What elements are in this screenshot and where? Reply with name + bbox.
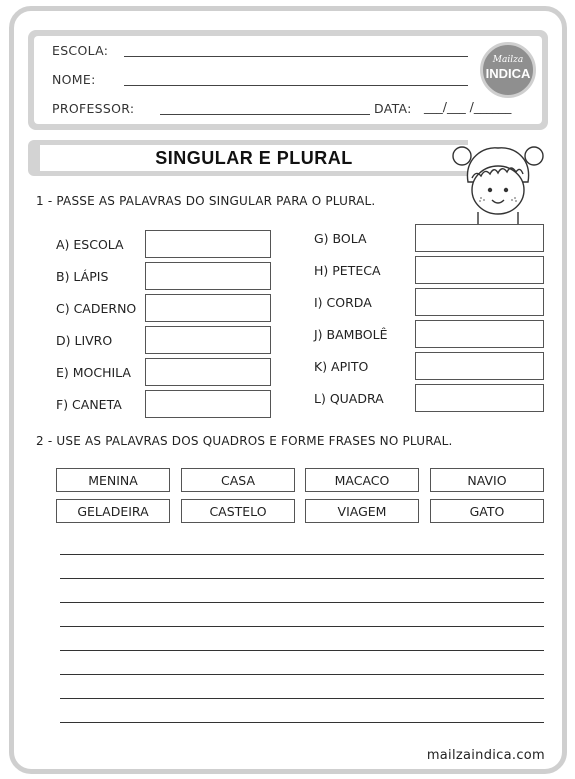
- name-field[interactable]: [124, 85, 468, 86]
- q1-word-g: G) BOLA: [314, 231, 367, 246]
- word-chip-gato: GATO: [430, 499, 544, 523]
- page-title: SINGULAR E PLURAL: [40, 145, 468, 171]
- writing-line[interactable]: [60, 698, 544, 699]
- word-chip-menina: MENINA: [56, 468, 170, 492]
- teacher-label: PROFESSOR:: [52, 101, 135, 116]
- q1-word-e: E) MOCHILA: [56, 365, 131, 380]
- girl-illustration-icon: [448, 140, 548, 225]
- name-label: NOME:: [52, 72, 96, 87]
- q1-word-c: C) CADERNO: [56, 301, 137, 316]
- site-url: mailzaindica.com: [426, 748, 545, 763]
- writing-line[interactable]: [60, 554, 544, 555]
- writing-line[interactable]: [60, 650, 544, 651]
- school-label: ESCOLA:: [52, 43, 109, 58]
- q1-answer-box-e[interactable]: [145, 358, 271, 386]
- q1-answer-box-l[interactable]: [415, 384, 544, 412]
- word-chip-geladeira: GELADEIRA: [56, 499, 170, 523]
- q1-answer-box-b[interactable]: [145, 262, 271, 290]
- word-chip-macaco: MACACO: [305, 468, 419, 492]
- question-2-prompt: 2 - USE AS PALAVRAS DOS QUADROS E FORME FRASES NO PLURAL.: [36, 434, 453, 448]
- q1-word-j: J) BAMBOLÊ: [314, 327, 388, 342]
- q1-answer-box-f[interactable]: [145, 390, 271, 418]
- teacher-field[interactable]: [160, 114, 370, 115]
- q1-word-h: H) PETECA: [314, 263, 381, 278]
- school-field[interactable]: [124, 56, 468, 57]
- writing-line[interactable]: [60, 578, 544, 579]
- question-1-prompt: 1 - PASSE AS PALAVRAS DO SINGULAR PARA O PLURAL.: [36, 194, 376, 208]
- word-chip-navio: NAVIO: [430, 468, 544, 492]
- header-box: [28, 30, 548, 130]
- logo-bottom-text: INDICA: [485, 66, 531, 81]
- q1-word-a: A) ESCOLA: [56, 237, 124, 252]
- word-chip-casa: CASA: [181, 468, 295, 492]
- q1-answer-box-h[interactable]: [415, 256, 544, 284]
- q1-answer-box-a[interactable]: [145, 230, 271, 258]
- q1-answer-box-d[interactable]: [145, 326, 271, 354]
- mailza-indica-logo: [480, 42, 536, 98]
- date-field[interactable]: ___/___ /______: [424, 99, 512, 114]
- q1-answer-box-k[interactable]: [415, 352, 544, 380]
- q1-word-l: L) QUADRA: [314, 391, 384, 406]
- q1-word-b: B) LÁPIS: [56, 269, 109, 284]
- q1-word-k: K) APITO: [314, 359, 369, 374]
- writing-line[interactable]: [60, 674, 544, 675]
- q1-word-i: I) CORDA: [314, 295, 372, 310]
- q1-answer-box-g[interactable]: [415, 224, 544, 252]
- date-label: DATA:: [374, 101, 412, 116]
- q1-word-f: F) CANETA: [56, 397, 122, 412]
- q1-answer-box-j[interactable]: [415, 320, 544, 348]
- q1-answer-box-i[interactable]: [415, 288, 544, 316]
- writing-line[interactable]: [60, 722, 544, 723]
- writing-line[interactable]: [60, 626, 544, 627]
- header-inner: [34, 36, 542, 124]
- word-chip-viagem: VIAGEM: [305, 499, 419, 523]
- q1-answer-box-c[interactable]: [145, 294, 271, 322]
- writing-line[interactable]: [60, 602, 544, 603]
- title-bar: [28, 140, 468, 176]
- q1-word-d: D) LIVRO: [56, 333, 113, 348]
- word-chip-castelo: CASTELO: [181, 499, 295, 523]
- logo-top-text: Mailza: [492, 55, 524, 65]
